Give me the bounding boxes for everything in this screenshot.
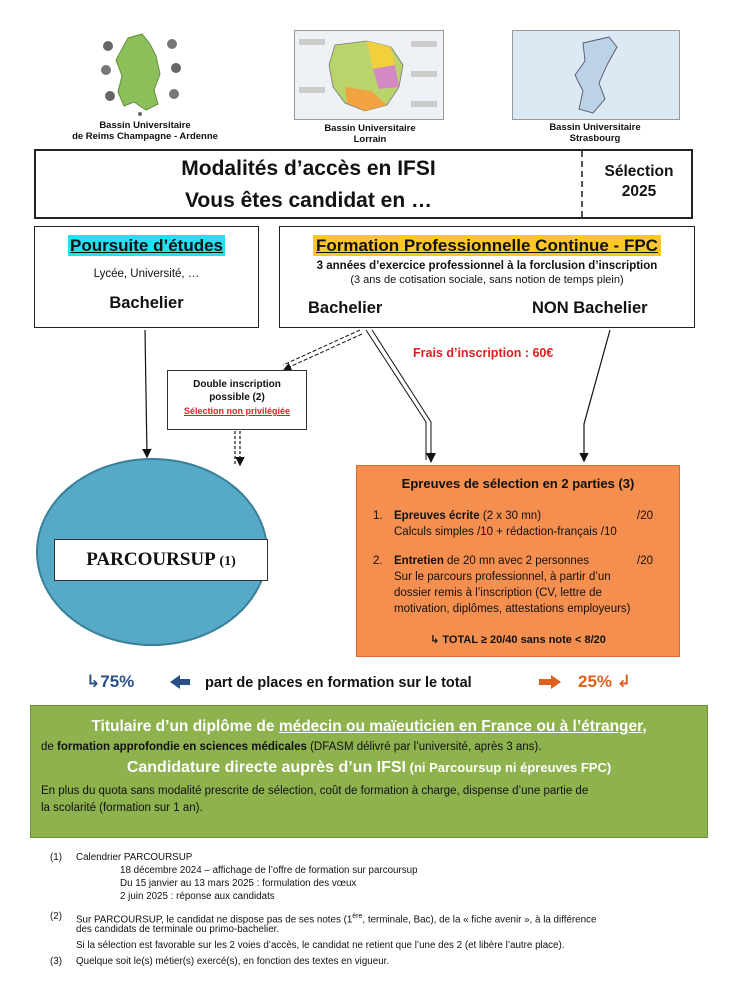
double-line1: Double inscription <box>193 379 281 390</box>
f2-line1-post: , terminale, Bac), de la « fiche avenir », à la différence <box>362 914 597 926</box>
green-sub-bold: formation approfondie en sciences médicales <box>57 741 307 753</box>
f3-line1: Quelque soit le(s) métier(s) exercé(s), en fonction des textes en vigueur. <box>76 956 390 967</box>
reims-caption-line1: Bassin Universitaire <box>99 120 191 131</box>
poursuite-sub: Lycée, Université, … <box>93 268 200 280</box>
epreuves-item1-detail: (2 x 30 mn) <box>479 510 542 522</box>
reims-caption-line2: de Reims Champagne - Ardenne <box>72 131 218 142</box>
f2-line3: Si la sélection est favorable sur les 2 voies d’accès, le candidat ne retient que l’une des 2 (et libère l’autre place). <box>76 940 565 951</box>
frais-inscription: Frais d’inscription : 60€ <box>413 346 554 360</box>
lorrain-caption-line1: Bassin Universitaire <box>324 123 416 134</box>
quota-middle: part de places en formation sur le total <box>205 675 472 691</box>
fpc-title: Formation Professionnelle Continue - FPC <box>313 235 661 256</box>
f1-line2: Du 15 janvier au 13 mars 2025 : formulation des vœux <box>120 878 357 889</box>
quota-right-value: 25% <box>578 672 613 691</box>
page-title-line1: Modalités d’accès en IFSI <box>181 157 436 180</box>
f2-num: (2) <box>50 911 62 922</box>
quota-left <box>86 672 134 692</box>
epreuves-item1-sub: Calculs simples /10 + rédaction-français /10 <box>394 526 617 538</box>
fpc-line1: 3 années d’exercice professionnel à la forclusion d’inscription <box>316 260 658 272</box>
epreuves-box <box>356 465 680 657</box>
total-hook-icon: ↳ <box>430 634 443 646</box>
green-sub-post: (DFASM délivré par l’université, après 3 ans). <box>306 741 542 753</box>
epreuves-item2-score: /20 <box>637 555 653 567</box>
arrow-fpc-to-double-2 <box>285 334 362 369</box>
epreuves-item2-head: Entretien <box>394 555 444 567</box>
double-line2: possible (2) <box>209 392 265 403</box>
fpc-status-bachelier: Bachelier <box>308 299 383 317</box>
epreuves-item2-sub1: Sur le parcours professionnel, à partir d’un <box>394 571 611 583</box>
selection-label: Sélection <box>604 163 674 180</box>
f2-sup: ère <box>352 913 363 920</box>
poursuite-title: Poursuite d’études <box>69 236 224 255</box>
f2-line1-pre: Sur PARCOURSUP, le candidat ne dispose pas de ses notes (1 <box>76 914 353 926</box>
strasbourg-caption-line2: Strasbourg <box>569 133 621 144</box>
green-head-pre: Titulaire d’un diplôme de <box>91 718 279 735</box>
f1-title: Calendrier PARCOURSUP <box>76 852 193 863</box>
selection-year: 2025 <box>621 183 657 200</box>
fpc-status-non-bachelier: NON Bachelier <box>532 299 648 317</box>
fpc-line2: (3 ans de cotisation sociale, sans notion de temps plein) <box>350 274 624 286</box>
arrow-right-icon <box>537 673 563 691</box>
double-line3: Sélection non privilégiée <box>183 406 291 416</box>
f1-line1: 18 décembre 2024 – affichage de l’offre de formation sur parcoursup <box>120 865 418 876</box>
poursuite-status: Bachelier <box>109 294 184 312</box>
f2-line2: des candidats de terminale ou primo-bachelier. <box>76 924 280 935</box>
epreuves-item2-sub3: motivation, diplômes, attestations employeurs) <box>394 603 631 615</box>
green-sub-pre: de <box>41 741 57 753</box>
quota-right <box>578 672 631 692</box>
f1-num: (1) <box>50 852 62 863</box>
green-cand-main: Candidature directe auprès d’un IFSI <box>126 759 406 776</box>
arrow-left-icon <box>168 673 192 691</box>
green-cand-paren: (ni Parcoursup ni épreuves FPC) <box>406 760 612 775</box>
parcoursup-note: (1) <box>219 554 236 569</box>
arrow-poursuite-to-parcoursup <box>145 330 147 456</box>
parcoursup-box <box>54 539 268 581</box>
quota-right-hook-icon: ↲ <box>612 672 631 691</box>
arrow-non-bachelier-to-epreuves <box>584 330 610 460</box>
parcoursup-label: PARCOURSUP <box>86 549 215 570</box>
lorrain-caption-line2: Lorrain <box>353 134 387 145</box>
f3-num: (3) <box>50 956 62 967</box>
arrow-fpc-to-double-1 <box>283 330 360 365</box>
epreuves-item1-num: 1. <box>373 510 383 522</box>
epreuves-item2-num: 2. <box>373 555 383 567</box>
double-inscription-box <box>167 370 307 430</box>
page-title-line2: Vous êtes candidat en … <box>184 189 432 212</box>
quota-left-value: 75% <box>100 672 135 691</box>
f1-line3: 2 juin 2025 : réponse aux candidats <box>120 891 275 902</box>
epreuves-item2-detail: de 20 mn avec 2 personnes <box>443 555 589 567</box>
epreuves-item1-score: /20 <box>637 510 653 522</box>
green-head-link: médecin ou maïeuticien en France ou à l’étranger <box>278 718 643 735</box>
epreuves-item1-head: Epreuves écrite <box>394 510 480 522</box>
green-text1: En plus du quota sans modalité prescrite de sélection, coût de formation à charge, dispense d’une partie de <box>41 785 589 797</box>
epreuves-total: TOTAL ≥ 20/40 sans note < 8/20 <box>442 634 606 646</box>
strasbourg-caption-line1: Bassin Universitaire <box>549 122 641 133</box>
medecin-box <box>30 705 708 838</box>
green-head-post: , <box>642 718 647 735</box>
green-text2: la scolarité (formation sur 1 an). <box>41 802 203 814</box>
epreuves-title: Epreuves de sélection en 2 parties (3) <box>401 476 635 491</box>
quota-left-hook-icon: ↳ <box>86 672 101 691</box>
epreuves-item2-sub2: dossier remis à l’inscription (CV, lettre de <box>394 587 602 599</box>
